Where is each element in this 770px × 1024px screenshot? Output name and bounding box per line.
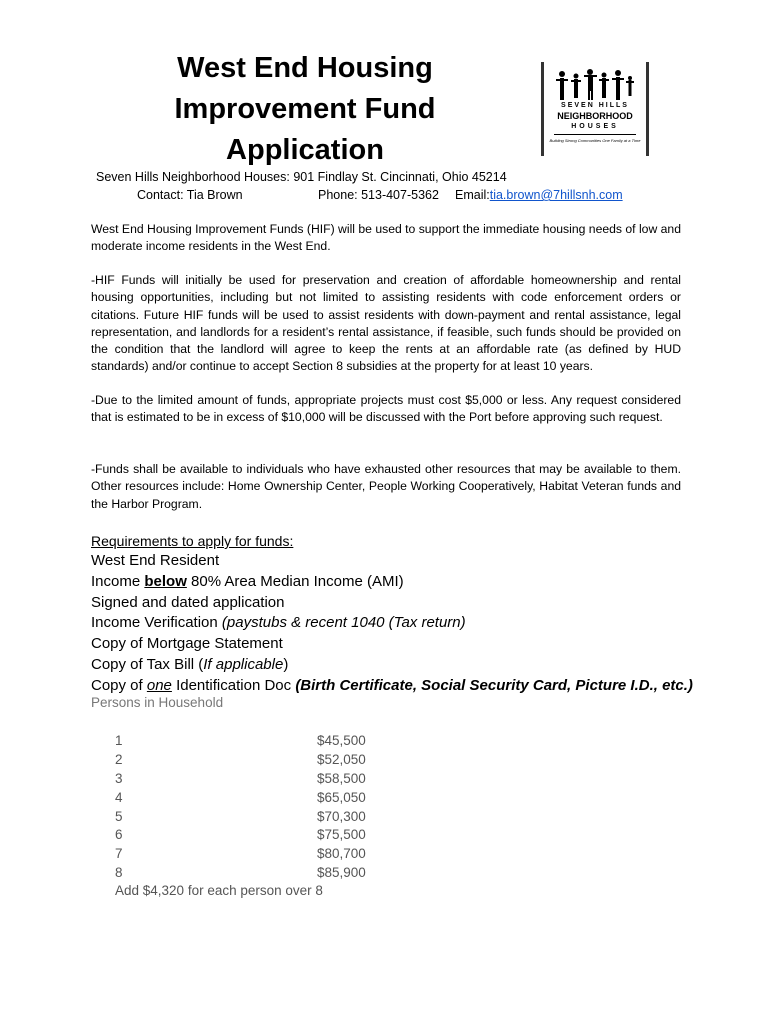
- logo-line-1: SEVEN HILLS: [561, 102, 629, 109]
- logo-line-3: HOUSES: [571, 123, 619, 130]
- contact-person: Contact: Tia Brown: [137, 188, 243, 202]
- title-line-1: West End Housing: [177, 52, 433, 84]
- resources-paragraph: -Funds shall be available to individuals who have exhausted other resources that may be available to them. Other resources include: Home Ownership Center, People Working Cooperatively, Habitat Veteran funds and the Harbor Program.: [91, 462, 681, 511]
- persons-in-household-label: Persons in Household: [91, 695, 224, 710]
- email-label: Email:: [455, 188, 490, 202]
- logo-line-2: NEIGHBORHOOD: [557, 111, 633, 121]
- intro-paragraph: West End Housing Improvement Funds (HIF) will be used to support the immediate housing needs of low and moderate income residents in the West End.: [91, 222, 681, 254]
- title-line-3: Application: [226, 134, 384, 166]
- requirement-item: Copy of one Identification Doc (Birth Certificate, Social Security Card, Picture I.D., etc.): [91, 676, 693, 694]
- logo-divider: [554, 134, 636, 135]
- requirements-heading: Requirements to apply for funds:: [91, 533, 294, 549]
- page-title: [140, 48, 470, 171]
- hif-funds-paragraph: -HIF Funds will initially be used for preservation and creation of affordable homeownership and rental housing opportunities, including but not limited to assisting residents with code enforcement orders or citations. Future HIF funds will be used to assist residents with down-payment and rental assistance, legal representation, and landlords for a resident’s rental assistance, if feasible, such funds should be provided on the condition that the landlord will agree to keep the rents at an affordable rate (as defined by HUD standards) and/or continue to accept Section 8 subsidies at the property for at least 10 years.: [91, 273, 681, 374]
- email-link[interactable]: tia.brown@7hillsnh.com: [489, 188, 623, 202]
- organization-address: Seven Hills Neighborhood Houses: 901 Findlay St. Cincinnati, Ohio 45214: [96, 170, 507, 184]
- limited-funds-paragraph: -Due to the limited amount of funds, appropriate projects must cost $5,000 or less. Any request considered that is estimated to be in excess of $10,000 will be discussed with the Port before approving such request.: [91, 393, 681, 425]
- logo-tagline: Building Strong Communities One Family at a Time: [549, 138, 641, 143]
- requirement-item: West End Resident: [91, 552, 220, 569]
- family-figures-icon: [550, 66, 640, 102]
- contact-phone: Phone: 513-407-5362: [318, 188, 439, 202]
- requirement-item: Copy of Tax Bill (If applicable): [91, 655, 289, 673]
- requirement-item: Income Verification (paystubs & recent 1040 (Tax return): [91, 614, 466, 632]
- requirement-item: Copy of Mortgage Statement: [91, 635, 283, 653]
- requirement-item: Income below 80% Area Median Income (AMI): [91, 572, 404, 590]
- requirements-list: [91, 551, 693, 697]
- seven-hills-logo: [541, 62, 649, 156]
- title-line-2: Improvement Fund: [174, 93, 436, 125]
- contact-email: [455, 188, 623, 202]
- additional-person-note: Add $4,320 for each person over 8: [115, 883, 323, 898]
- requirement-item: Signed and dated application: [91, 593, 285, 611]
